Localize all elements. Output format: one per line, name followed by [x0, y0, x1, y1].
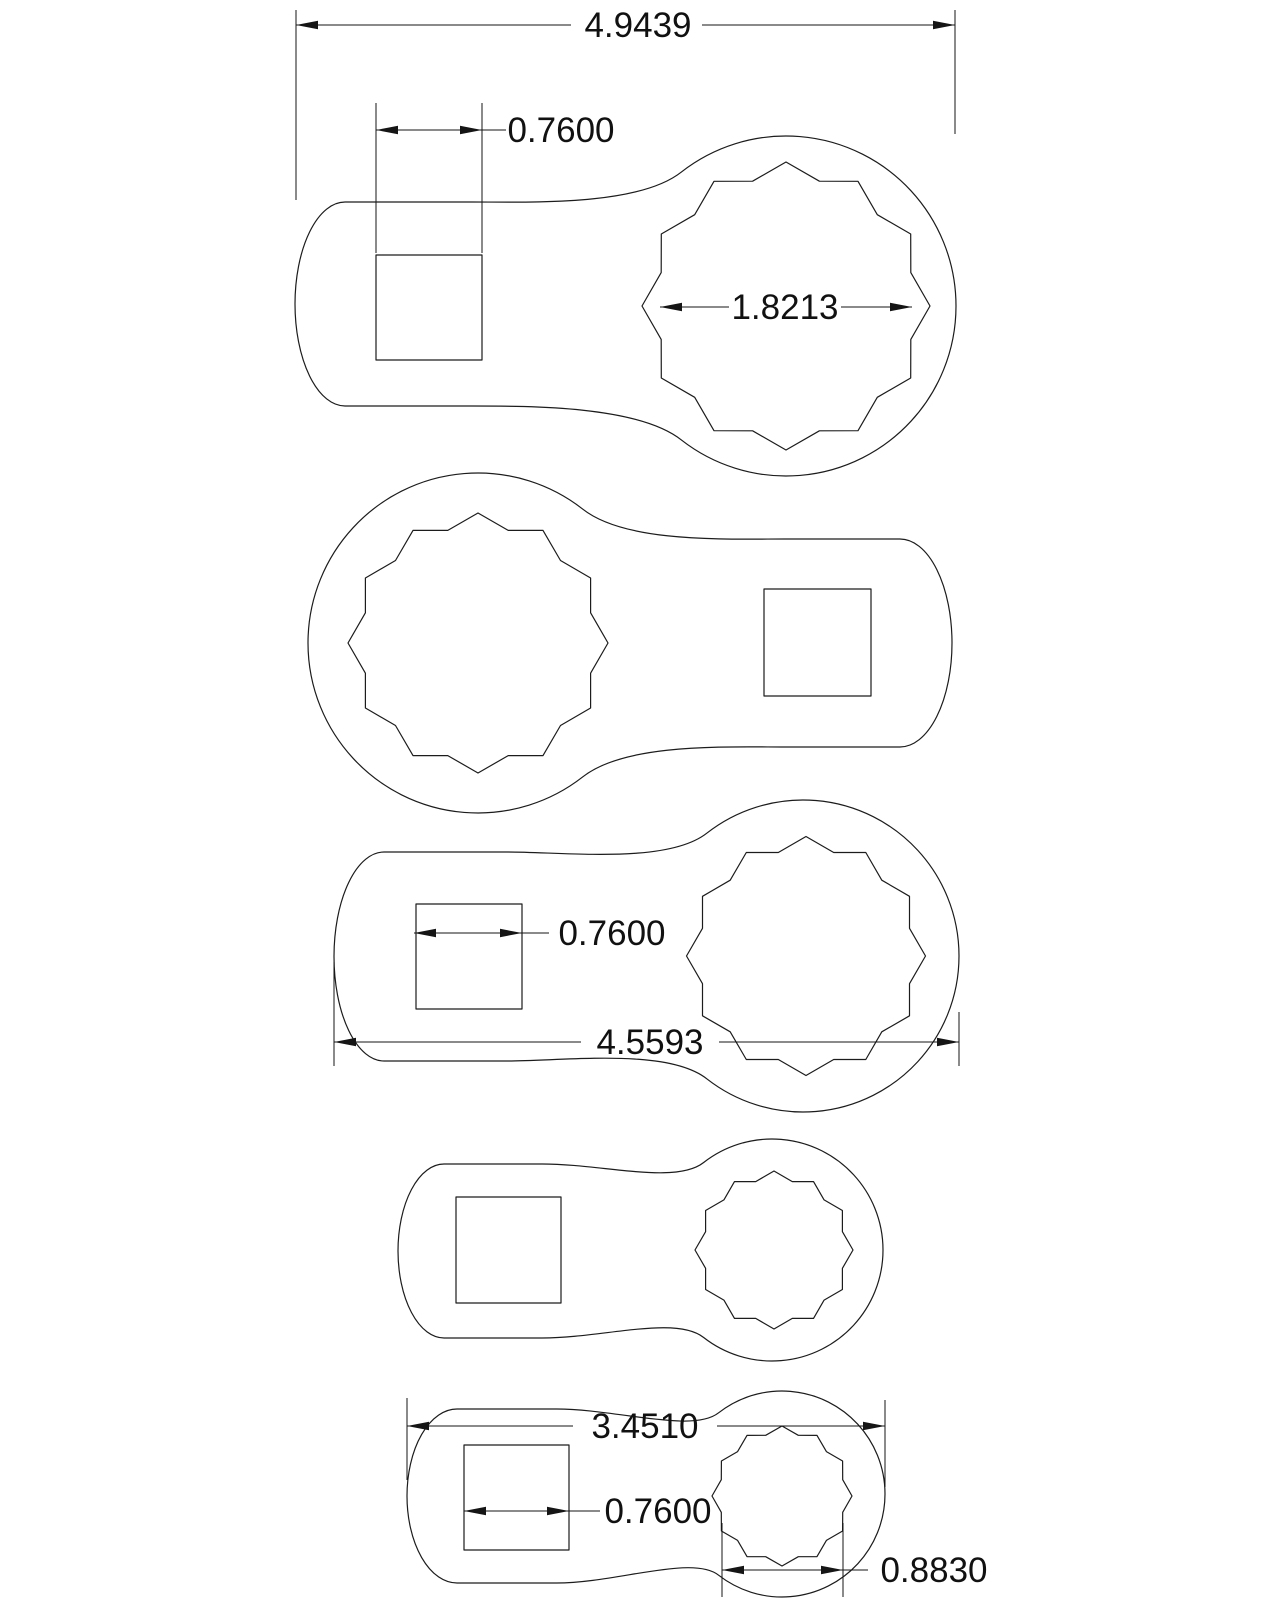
- dim-text-overall-length-wrench-1: 4.9439: [584, 6, 692, 45]
- dim-text-overall-length-wrench-5: 3.4510: [591, 1407, 699, 1446]
- dim-text-square-drive-wrench-1: 0.7600: [507, 111, 615, 150]
- dim-text-overall-length-wrench-3: 4.5593: [596, 1023, 704, 1062]
- dim-text-socket-flats-wrench-1: 1.8213: [731, 288, 839, 327]
- dim-text-square-drive-wrench-3: 0.7600: [558, 914, 666, 953]
- dim-text-socket-flats-wrench-5: 0.8830: [880, 1551, 988, 1590]
- dim-text-square-drive-wrench-5: 0.7600: [604, 1492, 712, 1531]
